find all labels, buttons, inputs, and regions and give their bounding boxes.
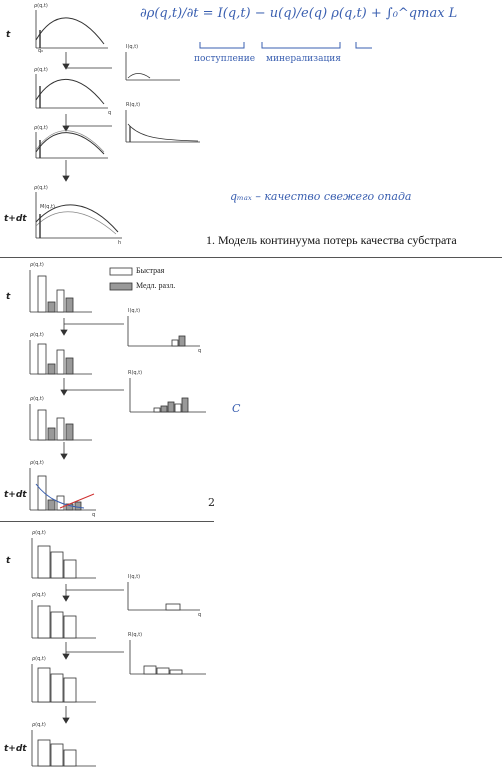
p3-row1-plot (32, 538, 96, 578)
p2-R-label: R(q,t) (128, 370, 143, 376)
p2-rho-label-2: ρ(q,t) (30, 332, 44, 338)
p1-q-label: q (108, 110, 112, 116)
p1-h-label: h (118, 240, 122, 246)
p1-caption: 1. Модель континуума потерь качества субстрата (206, 233, 457, 247)
p3-row3-plot (32, 664, 96, 702)
p1-I-label: I(q,t) (126, 44, 139, 50)
p3-time-t: t (6, 556, 11, 566)
p3-R-label: R(q,t) (128, 632, 143, 638)
p2-legend-item-2: Медл. разл. (136, 281, 176, 290)
p2-q-label: q (198, 348, 202, 354)
p1-equation: ∂ρ(q,t)/∂t = I(q,t) − u(q)/e(q) ρ(q,t) + ∫₀^qmax L (140, 6, 458, 21)
p3-rho-label: ρ(q,t) (32, 530, 46, 536)
p1-defs-fragment: qₘₐₓ – качество свежего опада (230, 190, 412, 203)
p1-rho-label: ρ(q,t) (34, 3, 48, 9)
p1-ann-inflow: поступление (194, 54, 256, 64)
p1-rho-label-3: ρ(q,t) (34, 125, 48, 131)
p2-legend-item-1: Быстрая (136, 266, 165, 275)
p2-time-tdt: t+dt (4, 490, 27, 500)
p1-ann-mineralization: минерализация (266, 54, 341, 64)
p3-rho-label-2: ρ(q,t) (32, 592, 46, 598)
p3-R-plot (130, 640, 206, 674)
p3-rho-label-4: ρ(q,t) (32, 722, 46, 728)
p3-row4-plot (32, 730, 96, 766)
p2-time-t: t (6, 292, 11, 302)
p2-rho-label-3: ρ(q,t) (30, 396, 44, 402)
p2-rho-label: ρ(q,t) (30, 262, 44, 268)
p1-time-t: t (6, 30, 11, 40)
p1-R-label: R(q,t) (126, 102, 141, 108)
p1-time-tdt: t+dt (4, 214, 27, 224)
p1-rho-label-2: ρ(q,t) (34, 67, 48, 73)
p3-time-tdt: t+dt (4, 744, 27, 754)
p2-fragment: C (232, 402, 241, 415)
p1-M-label: M(q,t) (40, 204, 55, 210)
p3-q-label: q (198, 612, 202, 618)
p2-page-mark: 2 (208, 496, 215, 509)
p3-I-plot (128, 582, 200, 610)
p2-rho-label-4: ρ(q,t) (30, 460, 44, 466)
p2-q-label-2: q (92, 512, 96, 518)
p1-rho-label-4: ρ(q,t) (34, 185, 48, 191)
p3-I-label: I(q,t) (128, 574, 141, 580)
p2-I-label: I(q,t) (128, 308, 141, 314)
p1-q0-label: q₀ (38, 48, 44, 54)
p3-row2-plot (32, 600, 96, 638)
p3-rho-label-3: ρ(q,t) (32, 656, 46, 662)
